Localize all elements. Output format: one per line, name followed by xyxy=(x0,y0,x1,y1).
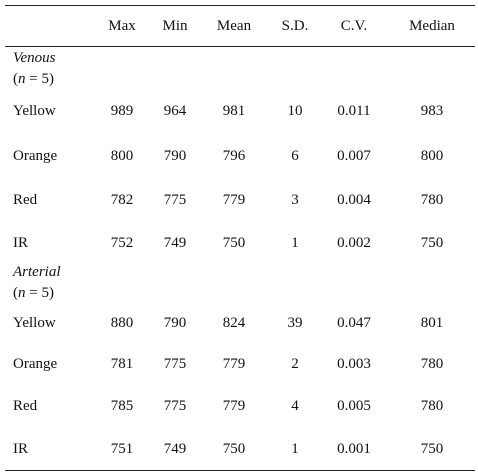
value-sd: 10 xyxy=(287,103,303,119)
row-label: Yellow xyxy=(13,315,56,331)
row-label: IR xyxy=(13,441,28,457)
value-cv: 0.004 xyxy=(337,192,371,208)
value-sd: 39 xyxy=(287,315,303,331)
section-sample-size: (n = 5) xyxy=(13,71,54,87)
value-median: 750 xyxy=(420,235,444,251)
value-min: 964 xyxy=(163,103,187,119)
value-max: 800 xyxy=(110,148,134,164)
row-label: Orange xyxy=(13,148,58,164)
value-mean: 779 xyxy=(222,192,246,208)
value-mean: 981 xyxy=(222,103,246,119)
header-sd: S.D. xyxy=(281,18,309,34)
value-min: 749 xyxy=(163,441,187,457)
value-median: 801 xyxy=(420,315,444,331)
value-mean: 779 xyxy=(222,356,246,372)
value-cv: 0.005 xyxy=(337,398,371,414)
value-max: 781 xyxy=(110,356,134,372)
value-median: 800 xyxy=(420,148,444,164)
value-max: 751 xyxy=(110,441,134,457)
value-min: 775 xyxy=(163,192,187,208)
value-cv: 0.011 xyxy=(337,103,371,119)
value-sd: 6 xyxy=(291,148,299,164)
value-max: 880 xyxy=(110,315,134,331)
value-min: 790 xyxy=(163,148,187,164)
value-sd: 2 xyxy=(291,356,299,372)
value-cv: 0.002 xyxy=(337,235,371,251)
value-sd: 1 xyxy=(291,441,299,457)
header-rule xyxy=(5,46,475,47)
value-median: 780 xyxy=(420,398,444,414)
value-cv: 0.001 xyxy=(337,441,371,457)
value-sd: 1 xyxy=(291,235,299,251)
value-sd: 4 xyxy=(291,398,299,414)
value-min: 790 xyxy=(163,315,187,331)
value-cv: 0.047 xyxy=(337,315,371,331)
value-median: 983 xyxy=(420,103,444,119)
table-top-rule xyxy=(5,5,475,6)
value-mean: 824 xyxy=(222,315,246,331)
header-cv: C.V. xyxy=(340,18,368,34)
value-mean: 750 xyxy=(222,235,246,251)
section-title: Arterial xyxy=(13,264,61,280)
row-label: Orange xyxy=(13,356,58,372)
header-median: Median xyxy=(409,18,455,34)
value-max: 989 xyxy=(110,103,134,119)
header-min: Min xyxy=(162,18,188,34)
header-max: Max xyxy=(108,18,136,34)
section-title: Venous xyxy=(13,50,56,66)
value-mean: 779 xyxy=(222,398,246,414)
row-label: Red xyxy=(13,398,38,414)
section-sample-size: (n = 5) xyxy=(13,285,54,301)
value-median: 750 xyxy=(420,441,444,457)
table-bottom-rule xyxy=(5,470,475,471)
value-mean: 750 xyxy=(222,441,246,457)
value-cv: 0.007 xyxy=(337,148,371,164)
value-min: 775 xyxy=(163,398,187,414)
value-cv: 0.003 xyxy=(337,356,371,372)
value-median: 780 xyxy=(420,356,444,372)
value-mean: 796 xyxy=(222,148,246,164)
value-median: 780 xyxy=(420,192,444,208)
value-min: 749 xyxy=(163,235,187,251)
row-label: IR xyxy=(13,235,28,251)
value-max: 752 xyxy=(110,235,134,251)
row-label: Red xyxy=(13,192,38,208)
value-min: 775 xyxy=(163,356,187,372)
value-max: 782 xyxy=(110,192,134,208)
row-label: Yellow xyxy=(13,103,56,119)
value-max: 785 xyxy=(110,398,134,414)
value-sd: 3 xyxy=(291,192,299,208)
header-mean: Mean xyxy=(216,18,252,34)
